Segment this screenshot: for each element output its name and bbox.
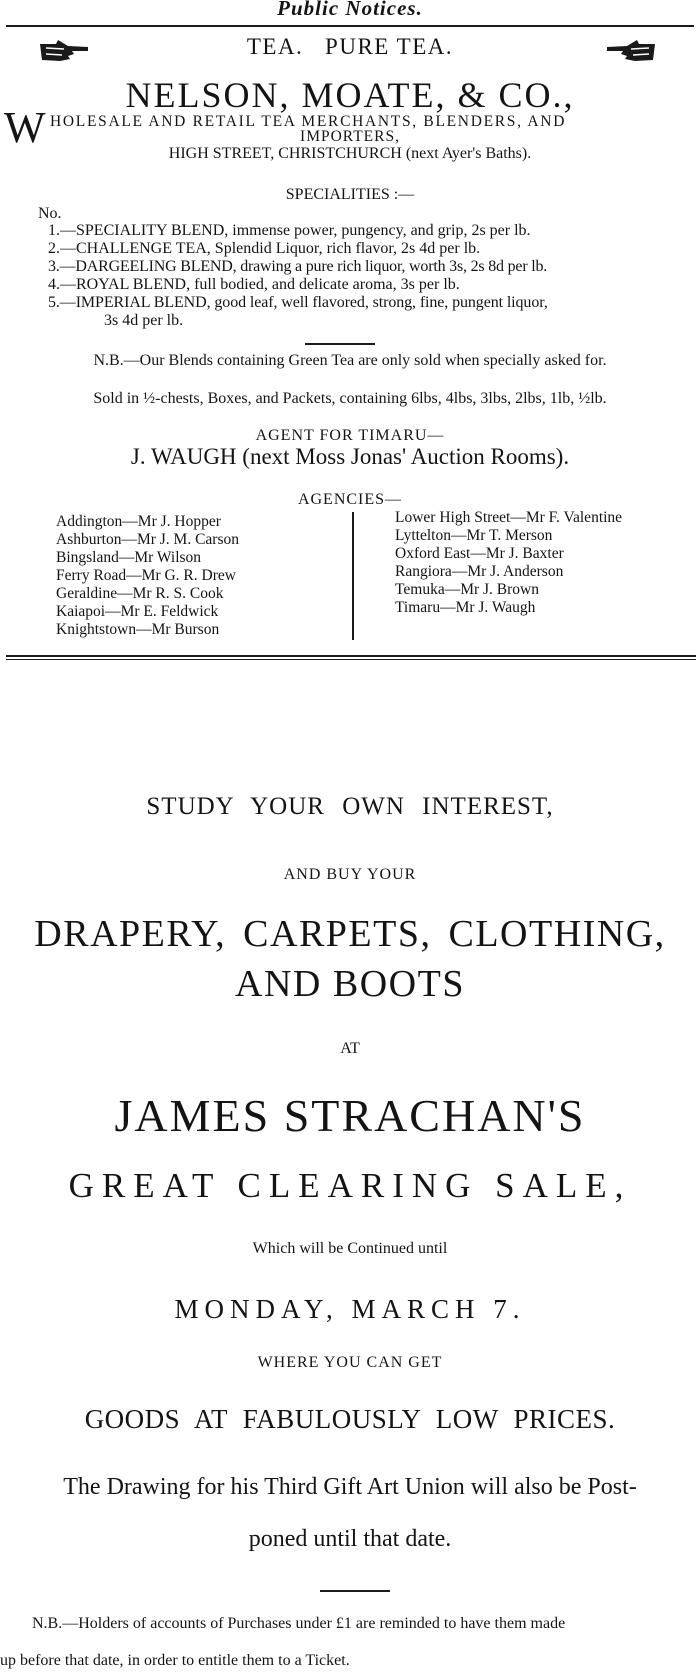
specialities-heading: SPECIALITIES :—: [285, 186, 415, 203]
ad-date: MONDAY, MARCH 7.: [174, 1294, 526, 1324]
list-item: 3.—DARGEELING BLEND, drawing a pure rich liquor, worth 3s, 2s 8d per lb.: [48, 258, 548, 275]
ad-headline: JAMES STRACHAN'S: [114, 1090, 586, 1141]
list-item: Timaru—Mr J. Waugh: [395, 599, 536, 616]
agencies-heading: AGENCIES—: [297, 491, 403, 508]
ad-line: The Drawing for his Third Gift Art Union will also be Post-: [63, 1474, 637, 1500]
accounts-note: N.B.—Holders of accounts of Purchases under £1 are reminded to have them made: [32, 1615, 566, 1632]
list-label: No.: [38, 205, 62, 222]
list-item: Kaiapoi—Mr E. Feldwick: [56, 603, 219, 620]
ad-line: poned until that date.: [248, 1526, 452, 1552]
ad-line: Which will be Continued until: [252, 1240, 448, 1257]
list-item: Knightstown—Mr Burson: [56, 621, 220, 638]
divider: [305, 343, 375, 345]
accounts-note-cont: up before that date, in order to entitle them to a Ticket.: [0, 1652, 350, 1669]
ad-line: AT: [340, 1040, 360, 1057]
drop-cap: W: [4, 103, 46, 152]
list-item: Lyttelton—Mr T. Merson: [395, 527, 553, 544]
list-item: Geraldine—Mr R. S. Cook: [56, 585, 224, 602]
column-divider: [352, 512, 354, 640]
list-item: 5.—IMPERIAL BLEND, good leaf, well flavored, strong, fine, pungent liquor,: [48, 294, 548, 311]
list-item: 1.—SPECIALITY BLEND, immense power, pungency, and grip, 2s per lb.: [48, 222, 531, 239]
ad-heading: AND BOOTS: [235, 963, 465, 1005]
list-item: 4.—ROYAL BLEND, full bodied, and delicate aroma, 3s per lb.: [48, 276, 460, 293]
agencies-list-left: [56, 513, 239, 639]
firm-description-cont: IMPORTERS,: [300, 128, 400, 145]
ad-line: AND BUY YOUR: [283, 866, 417, 883]
list-item: Oxford East—Mr J. Baxter: [395, 545, 564, 562]
ad-heading: GOODS AT FABULOUSLY LOW PRICES.: [84, 1404, 616, 1434]
advert-separator: [6, 659, 696, 660]
agent-label: AGENT FOR TIMARU—: [255, 427, 445, 444]
list-item: Rangiora—Mr J. Anderson: [395, 563, 564, 580]
list-item: 2.—CHALLENGE TEA, Splendid Liquor, rich flavor, 2s 4d per lb.: [48, 240, 481, 257]
ad-heading: DRAPERY, CARPETS, CLOTHING,: [34, 913, 666, 955]
green-tea-note: N.B.—Our Blends containing Green Tea are only sold when specially asked for.: [93, 352, 607, 369]
tea-headline: TEA. PURE TEA.: [246, 34, 454, 59]
ad-heading: GREAT CLEARING SALE,: [68, 1166, 632, 1205]
agent-name: J. WAUGH (next Moss Jonas' Auction Rooms).: [130, 444, 570, 469]
ad-line: WHERE YOU CAN GET: [257, 1354, 443, 1371]
list-item: 3s 4d per lb.: [104, 312, 184, 329]
ad-line: STUDY YOUR OWN INTEREST,: [146, 793, 554, 820]
section-title: Public Notices.: [277, 0, 423, 20]
list-item: Bingsland—Mr Wilson: [56, 549, 202, 566]
list-item: Temuka—Mr J. Brown: [395, 581, 539, 598]
list-item: Ashburton—Mr J. M. Carson: [56, 531, 239, 548]
list-item: Addington—Mr J. Hopper: [56, 513, 221, 530]
header-rule: [6, 25, 694, 27]
firm-name: NELSON, MOATE, & CO.,: [125, 75, 575, 115]
agencies-list-right: [395, 509, 622, 617]
firm-description: HOLESALE AND RETAIL TEA MERCHANTS, BLENDERS, AND: [50, 113, 567, 130]
sold-in-note: Sold in ½-chests, Boxes, and Packets, containing 6lbs, 4lbs, 3lbs, 2lbs, 1lb, ½lb.: [93, 390, 607, 407]
list-item: Ferry Road—Mr G. R. Drew: [56, 567, 236, 584]
list-item: Lower High Street—Mr F. Valentine: [395, 509, 623, 526]
firm-address: HIGH STREET, CHRISTCHURCH (next Ayer's Baths).: [168, 145, 532, 162]
pointing-hand-left-icon: [605, 38, 657, 64]
advert-separator: [6, 655, 696, 657]
divider: [320, 1590, 390, 1592]
